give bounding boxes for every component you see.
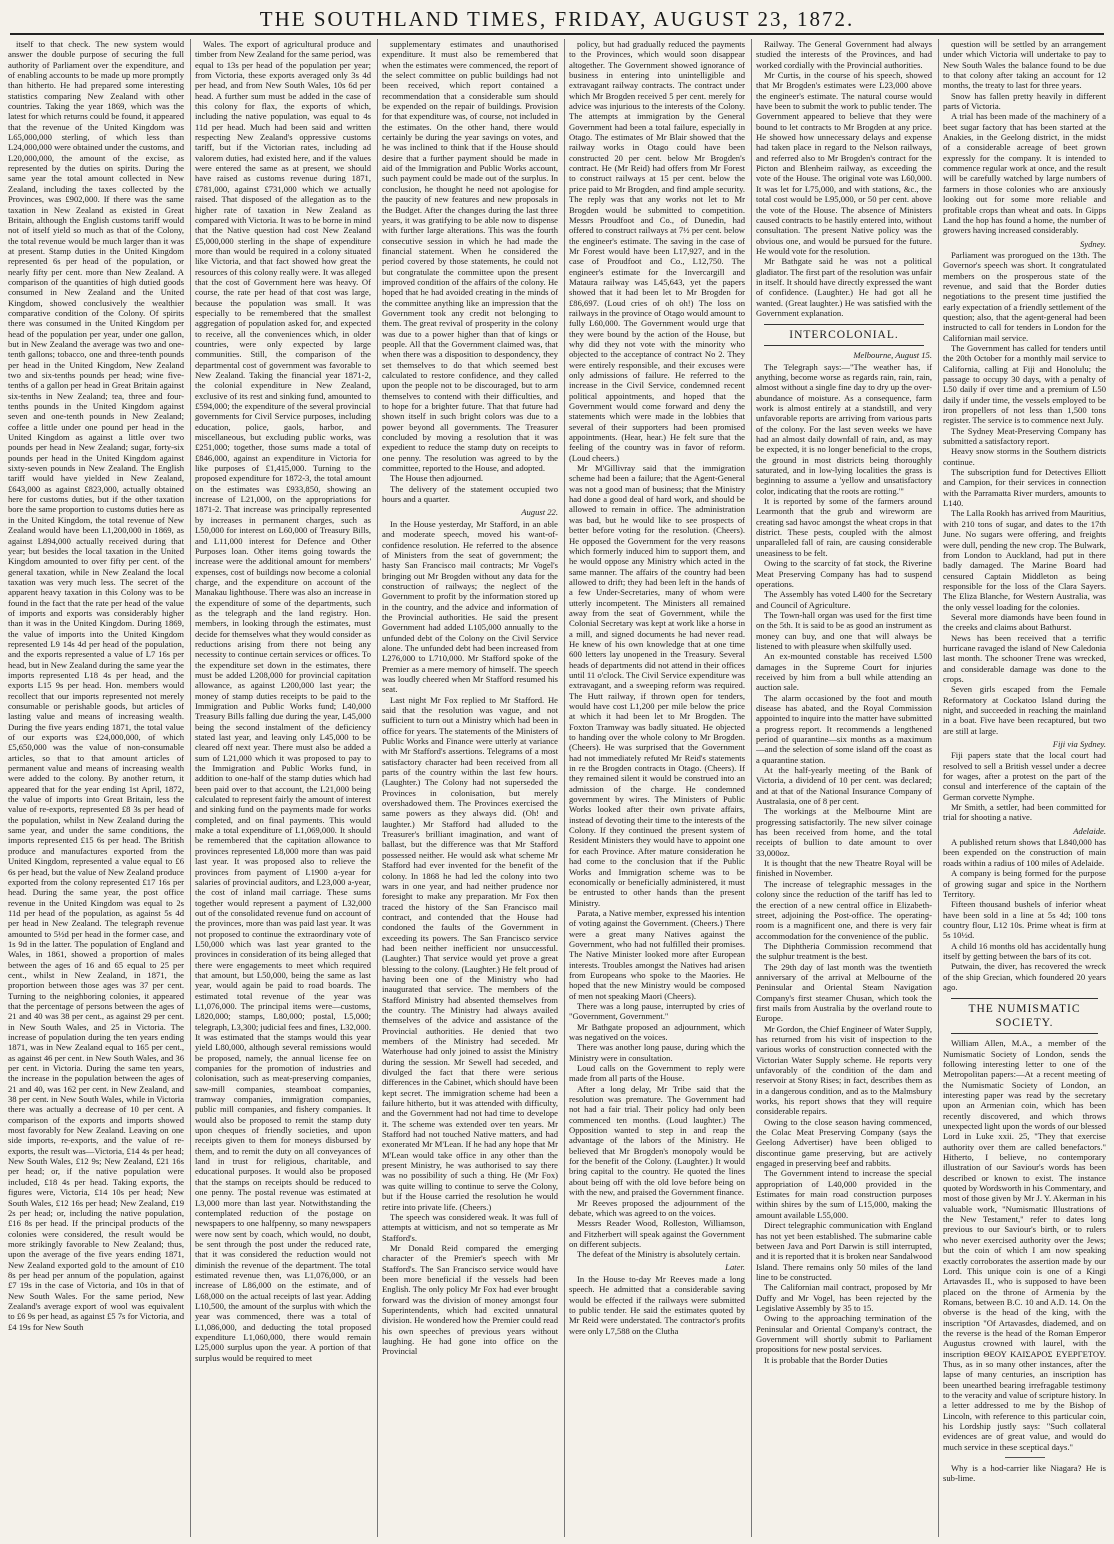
- article-paragraph: Loud calls on the Government to reply were made from all parts of the House.: [569, 1063, 745, 1084]
- article-paragraph: An ex-mounted constable has received L500 damages in the Supreme Court for injuries received by him from a bull while attending an auction sale.: [756, 651, 932, 693]
- dateline: Fiji via Sydney.: [1052, 739, 1106, 750]
- article-paragraph: The Government has called for tenders until the 20th October for a monthly mail service to California, calling at Fiji and Honolulu; the passage to occupy 30 days, with a penalty of L50 daily if over time and a premium of L50 daily if under time, the vessels employed to be iron propellers of not less than 1,500 tons register. The service is to commence next July.: [943, 342, 1106, 426]
- article-paragraph: At the half-yearly meeting of the Bank of Victoria, a dividend of 10 per cent. was declared; and at that of the National Insurance Company of Australasia, one of 8 per cent.: [756, 765, 932, 807]
- article-paragraph: The 29th day of last month was the twentieth anniversary of the arrival at Melbourne of the Peninsular and Oriental Steam Navigation Company's first steamer Chusan, which took the first mails from Australia by the overland route to Europe.: [756, 961, 932, 1024]
- article-paragraph: Several more diamonds have been found in the creeks and claims about Bathurst.: [943, 611, 1106, 633]
- article-paragraph: Owing to the scarcity of fat stock, the Riverine Meat Preserving Company has had to suspend operations.: [756, 558, 932, 589]
- article-paragraph: policy, but had gradually reduced the payments to the Provinces, which would soon disappear altogether. The Government showed ignorance of business in entering into unintelligible and extravagant railway contracts. The contract under which Mr Brogden received 5 per cent. merely for advice was injurious to the interests of the Colony. The attempts at immigration by the General Government had been a total failure, especially in Otago. The estimates of Mr Blair showed that the railway works in Otago could have been constructed 20 per cent. below Mr Brogden's contract. He (Mr Reid) had offers from Mr Forest to construct railways at 15 per cent. below the price paid to Mr Brogden, and find ample security. The reply was that any works not let to Mr Brogden would be submitted to competition. Messrs Proudfoot and Co., of Dunedin, had offered to construct railways at 7½ per cent. below the engineer's estimate. The saving in the case of Mr Forest would have been L17,927, and in the case of Proudfoot and Co., L12,750. The engineer's estimate for the Invercargill and Mataura railway was L45,643, yet the papers showed that it had been let to Mr Brogden for £86,697. (Loud cries of oh oh!) The loss on railways in the province of Otago would amount to fully L60,000. The Government would urge that they were bound by the action of the House, but why did they not vote with the minority who objected to the acceptance of contract No 2. They were entirely responsible, and their excuses were only admissions of failure. He referred to the increase in the Civil Service, condemned recent political appointments, and hoped that the Government would come forward and deny the statements which were made in the lobbies that several of their supporters had been promised appointments. (Hear, hear.) He felt sure that the feeling of the country was in favor of reform. (Loud cheers.): [569, 39, 745, 463]
- article-paragraph: Direct telegraphic communication with England has not yet been established. The submarine cable between Java and Port Darwin is still interrupted, and it is reported that it is broken near Sandalwood Island. There remains only 50 miles of the land line to be constructed.: [756, 1220, 932, 1282]
- article-paragraph: Heavy snow storms in the Southern districts continue.: [943, 446, 1106, 467]
- filler-joke: Why is a hod-carrier like Niagara? He is sub-lime.: [943, 1463, 1106, 1484]
- column-6: [943, 39, 1106, 1537]
- article-paragraph: Putwain, the diver, has recovered the wreck of the ship Grecian, which foundered 20 years ago.: [943, 961, 1106, 992]
- article-paragraph: Parliament was prorogued on the 13th. The Governor's speech was short. It congratulated members on the prosperous state of the revenue, and said that the Border duties negotiations to the present time justified the early expectation of a friendly settlement of the question; also, that the agent-general had been instructed to call for tenders in London for the Californian mail service.: [943, 249, 1106, 343]
- article-paragraph: The Telegraph says:—"The weather has, if anything, become worse as regards rain, rain, rain, almost without a single fine day to dry up the over-abundance of moisture. As a consequence, farm work is almost entirely at a standstill, and very unfavorable reports are arriving from various parts of the colony. For the last seven weeks we have had an almost daily downfall of rain, and, as may be expected, it is no longer beneficial to the crops, the ground in most districts being thoroughly saturated, and in low-lying localities the grass is beginning to assume a 'yellow and unsatisfactory color, indicating that the roots are rotting.'": [756, 361, 932, 496]
- article-paragraph: Railway. The General Government had always studied the interests of the Provinces, and had worked cordially with the Provincial authorities.: [756, 39, 932, 70]
- article-paragraph: The defeat of the Ministry is absolutely certain.: [577, 1249, 741, 1260]
- article-paragraph: Fiji papers state that the local court had resolved to sell a British vessel under a decree for wages, after a protest on the part of the consul and interference of the captain of the German corvette Nymphe.: [943, 750, 1106, 802]
- divider: [1005, 1457, 1045, 1458]
- article-paragraph: Mr Curtis, in the course of his speech, showed that Mr Brogden's estimates were L23,000 above the engineer's estimate. The natural course would have been to submit the work to public tender. The Government appeared to believe that they were bound to let contracts to Mr Brogden at any price. He showed how unnecessary delays and expense had taken place in regard to the Nelson railways, and referred also to Mr Brogden's contract for the Picton and Blenheim railway, as exceeding the vote of the House. The original vote was L60,000. It was let for L75,000, and with stations, &c., the total cost would be L95,000, or 50 per cent. above the vote of the House. The absence of Ministers caused contracts to be hastily entered into, without consultation. The present Native policy was the obvious one, and would be pursued for the future. He would vote for the resolution.: [756, 70, 932, 256]
- article-paragraph: Seven girls escaped from the Female Reformatory at Cockatoo Island during the night, and succeeded in reaching the mainland in a boat. Five have been recaptured, but two are still at large.: [943, 684, 1106, 736]
- columns: [8, 39, 1106, 1537]
- article-paragraph: Mr Gordon, the Chief Engineer of Water Supply, has returned from his visit of inspection to the various works of construction connected with the Victorian Water Supply scheme. He reports very unfavorably of the condition of the dam and reservoir at Stony Rises; in fact, describes them as in a dangerous condition, and as to the Malmsbury works, his report shows that they will require considerable repairs.: [756, 1023, 932, 1117]
- dateline: Sydney.: [1079, 238, 1106, 249]
- article-paragraph: Mr Bathgate proposed an adjournment, which was negatived on the voices.: [569, 1021, 745, 1042]
- article-paragraph: The increase of telegraphic messages in the colony since the reduction of the tariff has led to the erection of a new central office in Elizabeth-street, adjoining the Post-office. The operating-room is a magnificent one, and there is very fair accommodation for the convenience of the public.: [756, 878, 932, 941]
- article-paragraph: A company is being formed for the purpose of growing sugar and spice in the Northern Territory.: [943, 868, 1106, 899]
- article-paragraph: A trial has been made of the machinery of a beet sugar factory that has been started at the Anakies, in the Geelong district, in the midst of a considerable acreage of beet grown expressly for the company. It is intended to commence regular work at once, and the result will be carefully watched by large numbers of farmers in those colonies who are anxiously looking out for some more reliable and profitable crops than wheat and oats. In Gipps Land the hop has found a home, the number of growers having increased considerably.: [943, 111, 1106, 236]
- article-paragraph: News has been received that a terrific hurricane ravaged the island of New Caledonia last month. The schooner Trene was wrecked, and considerable damage was done to the crops.: [943, 632, 1106, 684]
- article-paragraph: The Assembly has voted L400 for the Secretary and Council of Agriculture.: [756, 589, 932, 610]
- article-paragraph: supplementary estimates and unauthorised expenditure. It must also be remembered that when the estimates were commenced, the report of the select committee on public buildings had not been received, which report contained a recommendation that a considerable sum should be expended on the repair of buildings. Provision for that expenditure was, of course, not included in the estimates. On the other hand, there would certainly be during the year savings on votes, and he was inclined to think that if the House should desire that a further payment should be made in aid of the Immigration and Public Works account, such payment could be made out of the surplus. In conclusion, he thought he need not apologise for the paucity of new features and new proposals in the Budget. After the changes during the last three years, it was gratifying to be able now to dispense with further large alterations. This was the fourth consecutive session in which he had made the financial statement. When he considered the period covered by those statements, he could not but congratulate the committee upon the present improved condition of the affairs of the colony. He hoped that he had avoided creating in the minds of the committee anything like an impression that the Government took any credit not belonging to them. The great revival of prosperity in the colony was due to a power higher than that of kings or people. All that the Government claimed was, that when there was a disposition to despondency, they set themselves to do that which seemed best calculated to restore confidence, and they called upon the people not to be discouraged, but to arm themselves to contend with their difficulties, and to hope for a brighter future. That that future had shown itself in such bright colors was due to a power beyond all governments. The Treasurer concluded by moving a resolution that it was expedient to reduce the stamp duty on receipts to one penny. The resolution was agreed to by the committee, reported to the House, and adopted.: [382, 39, 558, 474]
- article-paragraph: question will be settled by an arrangement under which Victoria will undertake to pay to New South Wales the balance found to be due to that colony after taking an account for 12 months, the treaty to last for three years.: [943, 39, 1106, 91]
- column-3: [382, 39, 558, 1537]
- later-signoff: Later.: [725, 1261, 745, 1272]
- article-paragraph: Owing to the approaching termination of the Peninsular and Oriental Company's contract, the Government will shortly submit to Parliament propositions for new postal services.: [756, 1313, 932, 1355]
- article-paragraph: The subscription fund for Detectives Elliott and Campion, for their services in connection with the Parramatta River murders, amounts to L140.: [943, 467, 1106, 509]
- article-paragraph: Wales. The export of agricultural produce and timber from New Zealand for the same period, was equal to 13s per head of the population per year; from Victoria, these exports averaged only 3s 4d per head, and from New South Wales, 10s 6d per head. A further sum must be added in the case of this colony for flax, the exports of which, including the native population, was equal to 4s 11d per head. Much had been said and written respecting New Zealand's oppressive customs tariff, but if the Victorian rates, including ad valorem duties, had existed here, and if the values were entered the same as at present, we should have raised as customs revenue during 1871, £781,000, against £731,000 which we actually raised. That disposed of the allegation as to the higher rate of taxation in New Zealand as compared with Victoria. It was to be borne in mind that the Native question had cost New Zealand £5,000,000 sterling in the shape of expenditure more than would be required in a colony situated like Victoria, and that fact showed how great the resources of this colony really were. It was alleged that the cost of Government here was heavy. Of course, the rate per head of that cost was large, because the population was small. It was especially to be remembered that the smallest aggregation of population asked for, and expected to receive, all the conveniences which, in older countries, were only expected by large communities. Still, the comparison of the departmental cost of government was favorable to New Zealand. Taking the financial year 1871-2, the colonial expenditure in New Zealand, exclusive of its rest and sinking fund, amounted to £594,000; the expenditure of the several provincial governments for Civil Service purposes, including education, police, gaols, harbor, and miscellaneous, but excluding public works, was £251,000; together, those sums made a total of £846,000, against an expenditure in Victoria for like purposes of £1,415,000. Turning to the proposed expenditure for 1872-3, the total amount on the estimates was £933,850, showing an increase of L21,000, on the appropriations for 1871-2. That increase was principally represented by increases in permanent charges, such as L50,000 for interest on L60,000 of Treasury Bills, and L11,000 interest for Defence and Other Purposes loan. Other items going towards the increase were the additional amount for members' expenses, cost of buildings now become a colonial charge, and the expenditure on account of the Manakau lighthouse. There was also an increase in the expenditure of some of the departments, such as the telegraph and the land registry. Hon. members, in looking through the estimates, must decide for themselves what they would consider as reductions arising from there not being any necessity to continue certain services or offices. To the expenditure set down in the estimates, there must be added L208,000 for provincial capitation allowance, as against L200,000 last year; the money of stamp duties receipts to be paid to the Immigration and Public Works fund; L40,000 Treasury Bills falling due during the year, L45,000 being the second instalment of the deficiency stated last year, and leaving only L45,000 to be cleared off next year. There must also be added a sum of L21,000 which it was proposed to pay to the Immigration and Public Works fund, in addition to one-half of the stamp duties which had been paid over to that account, the L21,000 being calculated to represent fairly the amount of interest and sinking fund on the payments made for works completed, and on final payments. This would make a total expenditure of L1,069,000. It should be remembered that the capitation allowance to provinces represented L8,000 more than was paid last year. It was proposed also to relieve the provinces from payment of L1900 a-year for salaries of provincial auditors, and L23,000 a-year, the cost of inland mail carriage. These sums together would represent a payment of L32,000 out of the consolidated revenue fund on account of the provinces, more than was paid last year. It was not proposed to continue the extraordinary vote of L50,000 which was last year granted to the provinces in consideration of its being alleged that there were engagements to meet which required that amount, but L50,000, being the same as last year, would again be paid to road boards. The estimated total revenue of the year was L1,076,000. The principal items were—customs, L820,000; stamps, L80,000; postal, L5,000; telegraph, L3,300; judicial fees and fines, L32,000. It was estimated that the stamps would this year yield L80,000, although several remissions would be proposed, namely, the annual license fee on companies for the promotion of industries and colonisation, such as meat-preserving companies, saw-mill companies, steamboat companies, tramway companies, immigration companies, public mill companies, and fishery companies. It would also be proposed to remit the stamp duty upon cheques of friendly societies, and upon receipts given to them for moneys disbursed by them, and to remit the duty on all conveyances of land in trust for religious, charitable, and educational purposes. It would also be proposed that the stamps on receipts should be reduced to one penny. The postal revenue was estimated at L3,000 more than last year. Notwithstanding the contemplated reduction of the postage on newspapers to one halfpenny, so many newspapers were now sent by coach, which would, no doubt, be sent through the post under the reduced rate, that it was considered the reduction would not diminish the revenue of the department. The total estimated revenue then, was L1,076,000, or an increase of L86,000 on the estimate, and of L68,000 on the actual receipts of last year. Adding L10,500, the amount of the surplus with which the year was commenced, there was a total of L1,086,000, and deducting the total proposed expenditure L1,060,000, there would remain L25,000 surplus upon the year. A portion of that surplus would be required to meet: [195, 39, 371, 1363]
- article-paragraph: The Town-hall organ was used for the first time on the 5th. It is said to be as good an instrument as money can buy, and one that will always be listened to with pleasure when skilfully used.: [756, 609, 932, 651]
- article-paragraph: Mr Reeves proposed the adjournment of the debate, which was agreed to on the voices.: [569, 1197, 745, 1218]
- article-paragraph: It is probable that the Border Duties: [764, 1354, 888, 1365]
- article-paragraph: The alarm occasioned by the foot and mouth disease has abated, and the Royal Commission appointed to inquire into the matter have submitted a progress report. It recommends a lengthened period of quarantine—six months as a maximum—and the selection of some island off the coast as a quarantine station.: [756, 692, 932, 765]
- article-paragraph: The Diphtheria Commission recommend that the sulphur treatment is the best.: [756, 940, 932, 962]
- article-paragraph: Snow has fallen pretty heavily in different parts of Victoria.: [943, 90, 1106, 112]
- dateline: August 22.: [521, 507, 558, 518]
- article-paragraph: A child 16 months old has accidentally hung itself by getting between the bars of its cot.: [943, 940, 1106, 961]
- article-paragraph: Last night Mr Fox replied to Mr Stafford. He said that the resolution was vague, and not sufficient to turn out a Ministry which had been in office for years. The statements of the Ministers of Public Works and Finance were utterly at variance with Mr Stafford's assertions. Telegrams of a most satisfactory character had been received from all parts of the country within the last few hours. (Laughter.) The Colony had not superseded the Provinces in colonisation, but merely overshadowed them. The Provinces exercised the same powers as they always did. (Oh! and laughter.) Mr Stafford had alluded to the Treasurer's brilliant imagination, and want of ballast, but the difference was that Mr Stafford possessed neither. He would ask what scheme Mr Stafford had ever invented for the benefit of the colony. In 1868 he had led the colony into two wars in one year, and had neither prudence nor foresight to make any preparation. Mr Fox then traced the history of the San Francisco mail contract, and contended that the House had condoned the faults of the Government in exceeding its powers. The San Francisco service had been neither inefficient nor unsuccessful. (Laughter.) That service would yet prove a great blessing to the colony. (Laughter.) He felt proud of having been one of the Ministry who had inaugurated that service. The members of the Stafford Ministry had absented themselves from the country. The Ministry had always availed themselves of the advice and assistance of the Provincial authorities. He denied that two members of the Ministry had seceded. Mr Waterhouse had only joined to assist the Ministry during the session. Mr Sewell had seceded, and divulged the fact that there were serious differences in the Cabinet, which should have been kept secret. The immigration scheme had been a failure hitherto, but it was attended with difficulty, and the Government had not had time to develope it. The scheme was extended over ten years. Mr Stafford had not touched Native matters, and had exonerated Mr M'Lean. If he had any hope that Mr M'Lean would take office in any other than the present Ministry, he was authorised to say there was no possibility of such a thing. He (Mr Fox) was quite willing to continue to serve the Colony, but if the House carried the resolution he would retire into private life. (Cheers.): [382, 694, 558, 1212]
- article-paragraph: Mr Donald Reid compared the emerging character of the Premier's speech with Mr Stafford's. The San Francisco service would have been more beneficial if the vessels had been English. The only policy Mr Fox had ever brought forward was the division of money amongst four Superintendents, which had excited unnatural division. He wondered how the Premier could read his own speeches of previous years without laughing. He had gone into office on the Provincial: [382, 1242, 558, 1357]
- article-paragraph: There was a long pause, interrupted by cries of "Government, Government.": [569, 1000, 745, 1022]
- column-5: [756, 39, 932, 1537]
- article-paragraph: It is reported by some of the farmers around Learmonth that the grub and wireworm are creating sad havoc amongst the wheat crops in that district. These pests, coupled with the almost unparalleled fall of rain, are causing considerable uneasiness to be felt.: [756, 496, 932, 558]
- section-heading-numismatic: THE NUMISMATIC SOCIETY.: [951, 998, 1098, 1034]
- article-paragraph: Mr M'Gillivray said that the immigration scheme had been a failure; that the Agent-General was not a good man of business; that the Ministry had done a good deal of hard work, and should be allowed to remain in office. The administration was bad, but he would like to see prospects of better before voting for the resolution. (Cheers). He opposed the Government for the very reasons which formerly induced him to support them, and he would oppose any Ministry which acted in the same manner. The affairs of the country had been allowed to drift; they had been left in the hands of a few Under-Secretaries, many of whom were utterly incompetent. The Ministers all remained away from the seat of Government, while the Colonial Secretary was kept at work like a horse in a mill, and signed documents he had never read. He knew of his own knowledge that at one time 600 letters lay unopened in the Treasury. Several heads of departments did not attend in their offices until 11 o'clock. The Civil Service expenditure was extravagant, and a sweeping reform was required. The Hutt railway, if thrown open for tenders, would have cost L1,200 per mile below the price at which it had been let to Mr Brogden. The Foxton Tramway was badly situated. He objected to handing over the whole colony to Mr Brogden. (Cheers). He was surprised that the Government had not immediately refuted Mr Reid's statements in re the Brogden contracts in Otago. (Cheers). If they remained silent it would be construed into an admission of the charge. He condemned government by wires. The Ministers of Public Works looked after their own private affairs, instead of devoting their time to the interests of the Colony. If they continued the present system of Resident Ministers they would have to appoint one for each Province. After mature consideration he had come to the conclusion that if the Public Works and Immigration scheme was to be economically or beneficially administered, it must be entrusted to other hands than the present Ministry.: [569, 463, 745, 908]
- column-divider: [938, 39, 939, 1537]
- article-paragraph: In the House to-day Mr Reeves made a long speech. He admitted that a considerable saving would be effected if the railways were submitted to public tender. He said the estimates quoted by Mr Reid were understated. The contractor's profits were only L7,588 on the Clutha: [569, 1273, 745, 1336]
- article-paragraph: There was another long pause, during which the Ministry were in consultation.: [569, 1042, 745, 1063]
- article-paragraph: Owing to the close season having commenced, the Colac Meat Preserving Company (says the Geelong Advertiser) have been obliged to discontinue game preserving, but are actively engaged in preserving beef and rabbits.: [756, 1116, 932, 1169]
- column-divider: [377, 39, 378, 1537]
- article-paragraph: It is thought that the new Theatre Royal will be finished in November.: [756, 858, 932, 879]
- article-paragraph: The speech was considered weak. It was full of attempts at witticism, and not so temperate as Mr Stafford's.: [382, 1211, 558, 1243]
- article-paragraph: The Lalla Rookh has arrived from Mauritius, with 210 tons of sugar, and dates to the 17th June. No sugars were offering, and freights were dull, pending the new crop. The Bulwark, from London to Auckland, had put in there badly damaged. The Marine Board had censured Captain Middleton as being responsible for the loss of the Clara Sayers. The Eliza Blanche, for Western Australia, was the only vessel loading for the colonies.: [943, 508, 1106, 612]
- article-paragraph: The delivery of the statement occupied two hours and a quarter.: [382, 483, 558, 505]
- column-4: [569, 39, 745, 1537]
- article-paragraph: The Government intend to increase the special appropriation of L40,000 provided in the Estimates for main road construction purposes within shires by the sum of L15,000, making the amount available L55,000.: [756, 1168, 932, 1220]
- article-paragraph: itself to that check. The new system would answer the double purpose of securing the full authority of Parliament over the expenditure, and of enabling accounts to be made up more promptly than hitherto. He had prepared some interesting statistics comparing New Zealand with other countries. Taking the year 1869, which was the latest for which returns could be found, it appeared that the revenue of the United Kingdom was L65,000,000 sterling, of which less than L24,000,000 were obtained under the customs, and L20,000,000, the amount of the excise, as represented by the duties on spirits. During the same year the total amount collected in New Zealand, including the taxes collected by the Provinces, was £902,000. If there was the same taxation in New Zealand as existed in Great Britain, although the English customs tariff would not of itself yield so much as that of the Colony, the total revenue would be much larger than it was at present. Stamp duties in the United Kingdom represented 6s per head of the population, or nearly fifty per cent. more than New Zealand. A comparison of the quantities of high dutied goods consumed in New Zealand and the United Kingdom, showed conclusively the wealthier comparative condition of the Colony. Of spirits there was consumed in the United Kingdom per head of the population per year, under one gallon, but in New Zealand the average was two and one-tenth gallons; tobacco, one and three-tenth pounds per head in the United Kingdom, New Zealand two and six-tenths pounds per head; wine five-tenths of a gallon per head in Great Britain against six-tenths in New Zealand; tea, three and four-tenths pounds in the United Kingdom against seven and one-tenth pounds in New Zealand; coffee a little under one pound per head in the United Kingdom as against a little over two pounds per head in New Zealand; sugar, forty-six pounds per head in the United Kingdom against sixty-seven pounds in New Zealand. The English tariff would have yielded in New Zealand, £643,000 as against £823,000, actually obtained here for customs duties, but if the other taxation bore the same proportion to customs duties here as in the United Kingdom, the total revenue of New Zealand would have been L1,200,000 in 1869, as against L894,000 actually received during that year; but besides the local taxation in the United Kingdom amounted to over fifty per cent. of the general taxation, while in New Zealand the local taxation was very much less. The secret of the apparent heavy taxation in this Colony was to be found in the fact that the rate per head of the value of imports and exports was considerably higher than it was in the United Kingdom. During 1869, the value of imports into the United Kingdom represented L9 14s 4d per head of the population, and the exports represented a value of L7 16s per head, but in New Zealand during the same year the imports represented L18 4s per head, and the exports L15 9s per head. Hon. members would recollect that our imports represented not merely consumable or perishable goods, but articles of lasting value and means of increasing wealth. During the five years ending 1871, the total value of our exports was £24,000,000, of which £5,650,000 was the value of non-consumable articles, so that to that amount articles of permanent value and means of increasing wealth were added to the colony. By another return, it appeared that for the year ending 1st April, 1872, the value of imports into Great Britain, less the value of re-exports, represented £8 3s per head of the population, whilst in New Zealand during the same year, and under the same conditions, the imports represented £15 6s per head. The British produce and manufactures exported from the United Kingdom, represented a value equal to £6 6s per head, but the value of New Zealand produce exported from the colony represented £17 16s per head. During the same year, the post office revenue in the United Kingdom was equal to 2s 11d per head of the population, as against 5s 4d per head in New Zealand. The telegraph revenue amounted to 5½d per head in the former case, and 1s 9d in the latter. The population of England and Wales, in 1861, showed a proportion of males between the ages of 16 and 65 equal to 25 per cent., whilst in New Zealand, in 1871, the proportion between those ages was 37 per cent. Turning to the neighboring colonies, it appeared that the percentage of persons between the ages of 21 and 40 was 38 per cent., as against 29 per cent. in New South Wales, and 25 in Victoria. The increase of population during the ten years ending 1871, was in New Zealand equal to 165 per cent., as against 46 per cent. in New South Wales, and 36 per cent. in Victoria. During the same ten years, the increase in the population between the ages of 21 and 40, was 162 per cent. in New Zealand, and 38 per cent. in New South Wales, while in Victoria there was actually a decrease of 10 per cent. A comparison of the exports and imports showed most favorably for New Zealand. Leaving on one side imports, re-exports, and the value of re-exports, the result was—Victoria, £14 4s per head; New South Wales, £12 9s; New Zealand, £21 16s per head; or, if the native population were included, £18 4s per head. Taking exports, the figures were, Victoria, £14 10s per head; New South Wales, £12 16s per head; New Zealand, £19 2s per head; or, including the native population, £16 8s per head. If the principal products of the colonies were considered, the result would be more strikingly favorable to New Zealand; thus, upon the average of the five years ending 1871, New Zealand exported gold to the amount of £10 8s per head per annum of the population, against £7 19s in the case of Victoria, and 10s in that of New South Wales. For the same period, New Zealand's average export of wool was equivalent to £6 9s per head, as against £5 7s for Victoria, and £4 19s for New South: [8, 39, 184, 1332]
- column-1: [8, 39, 184, 1537]
- article-paragraph: Mr Bathgate said he was not a political gladiator. The first part of the resolution was unfair in itself. It should have directly expressed the want of confidence. (Laughter.) He had got all he wanted. (Great laughter.) He was satisfied with the Government explanation.: [756, 256, 932, 318]
- article-paragraph: The Sydney Meat-Preserving Company has submitted a satisfactory report.: [943, 425, 1106, 447]
- article-paragraph: A published return shows that L840,000 has been expended on the construction of main roads within a radius of 100 miles of Adelaide.: [943, 837, 1106, 868]
- column-divider: [751, 39, 752, 1537]
- column-divider: [190, 39, 191, 1537]
- column-divider: [564, 39, 565, 1537]
- article-paragraph: The workings at the Melbourne Mint are progressing satisfactorily. The new silver coinage has been received from home, and the total receipts of bullion to date amount to over 33,000oz.: [756, 806, 932, 858]
- dateline: Melbourne, August 15.: [853, 350, 932, 361]
- article-paragraph: Mr Smith, a settler, had been committed for trial for shooting a native.: [943, 802, 1106, 823]
- section-heading-intercolonial: INTERCOLONIAL.: [764, 324, 924, 346]
- article-paragraph: Fifteen thousand bushels of inferior wheat have been sold in a line at 5s 4d; 100 tons country flour, L12 10s. Prime wheat is firm at 5s 10½d.: [943, 899, 1106, 941]
- article-paragraph: The House then adjourned.: [390, 473, 484, 484]
- article-paragraph: The Californian mail contract, proposed by Mr Duffy and Mr Vogel, has been rejected by the Legislative Assembly by 35 to 15.: [756, 1282, 932, 1313]
- article-paragraph: William Allen, M.A., a member of the Numismatic Society of London, sends the following interesting letter to one of the Metropolitan papers:—At a recent meeting of the Numismatic Society of London, an interesting paper was read by the secretary upon an Armenian coin, which has been recently discovered, and which throws unexpected light upon the words of our blessed Lord in Luke xxii. 25, "They that exercise authority over them are called benefactors." Hitherto, I believe, no contemporary illustration of our Saviour's words has been described or known to exist. The instance quoted by Wordsworth in his Commentary, and most of those given by Mr J. Y. Akerman in his valuable work, "Numismatic Illustrations of the New Testament," refer to dates long previous to our Saviour's birth, or to rulers who never exercised authority over the Jews; but the coin of which I am now speaking exactly corroborates the assertion made by our Lord. This unique coin is one of a Kingi Artavasdes II., who is supposed to have been placed on the throne of Armenia by the Romans, between B.C. 10 and A.D. 14. On the obverse is the head of the king, with the inscription "Of Artavasdes, diademed, and on the reverse is the head of the Roman Emperor Augustus crowned with laurel, with the inscription ΘΕΟΥ ΚΑΙΣΑΡΟΣ ΕΥΕΡΓΕΤΟΥ. Thus, as in so many other instances, after the lapse of many centuries, an inscription has been unearthed bearing irrefragable testimony to the veracity and value of scripture history. In a letter addressed to me by the Bishop of Lincoln, with reference to this particular coin, his Lordship justly says: "Such collateral evidences are of great value, and would do much service in these sceptical days.": [943, 1038, 1106, 1452]
- article-paragraph: In the House yesterday, Mr Stafford, in an able and moderate speech, moved his want-of-confidence resolution. He referred to the absence of Ministers from the seat of government; the hasty San Francisco mail contracts; Mr Vogel's bringing out Mr Brogden without any data for the construction of railways; the neglect of the Government to profit by the information stored up in the country, and the advice and information of the Provincial authorities. He said the present Government had added L105,000 annually to the unfunded debt of the Colony on the Civil Service alone. The unfunded debt had been increased from L276,000 to L710,000. Mr Stafford spoke of the Premier as a mere memory of himself. The speech was loudly cheered when Mr Stafford resumed his seat.: [382, 518, 558, 695]
- article-paragraph: Parata, a Native member, expressed his intention of voting against the Government. (Cheers.) There were a great many Natives against the Government, who had not fulfilled their promises. The Native Minister looked more after European interests. Troubles amongst the Natives had arisen from Europeans who spoke to the Maories. He hoped that the new Ministry would be composed of men not speaking Maori (Cheers).: [569, 907, 745, 1001]
- article-paragraph: Messrs Reader Wood, Rolleston, Williamson, and Fitzherbert will speak against the Government on different subjects.: [569, 1218, 745, 1249]
- dateline: Adelaide.: [1073, 825, 1106, 836]
- column-2: [195, 39, 371, 1537]
- article-paragraph: After a long delay, Mr Tribe said that the resolution was premature. The Government had not had a fair trial. Their policy had only been commenced ten months. (Loud laughter.) The Opposition wanted to step in and reap the advantage of the labors of the Ministry. He believed that Mr Brogden's monopoly would be for the benefit of the Colony. (Laughter.) It would bring capital to the country. He quoted the lines about being off with the old love before being on with the new, and praised the Government finance.: [569, 1083, 745, 1198]
- masthead: THE SOUTHLAND TIMES, FRIDAY, AUGUST 23, 1872.: [10, 6, 1104, 35]
